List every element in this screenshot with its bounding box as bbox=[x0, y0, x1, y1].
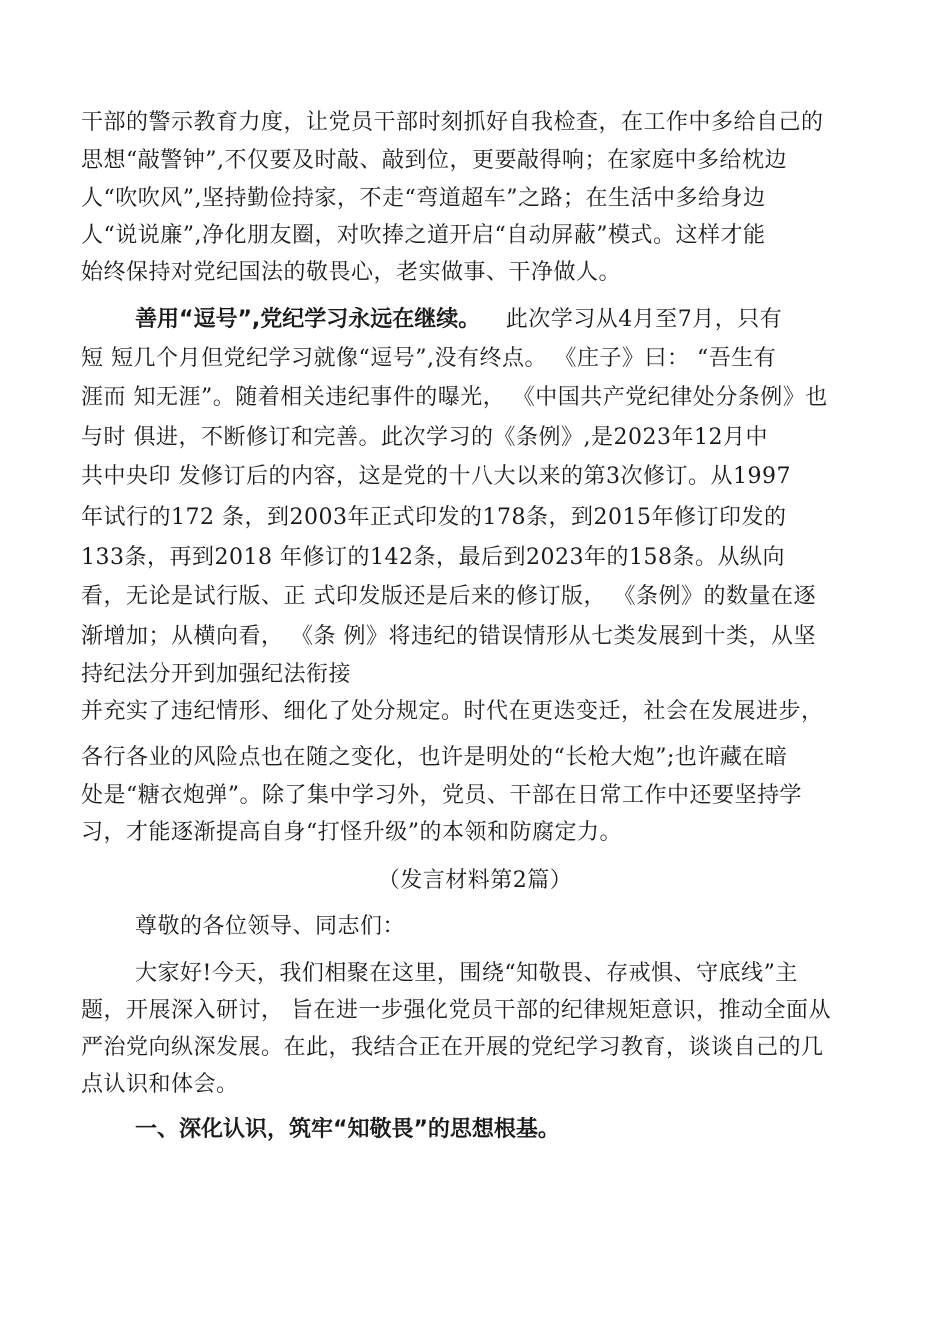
paragraph-line: 年试行的172 条，到2003年正式印发的178条，到2015年修订印发的 bbox=[81, 505, 787, 530]
paragraph-line: 渐增加；从横向看， 《条 例》将违纪的错误情形从七类发展到十类，从坚 bbox=[81, 624, 816, 649]
paragraph-line: 共中央印 发修订后的内容，这是党的十八大以来的第3次修订。从1997 bbox=[81, 464, 791, 489]
section-heading: 一、深化认识，筑牢“知敬畏”的思想根基。 bbox=[135, 1117, 560, 1142]
salutation: 尊敬的各位领导、同志们： bbox=[135, 914, 406, 939]
paragraph-line: 题，开展深入研讨， 旨在进一步强化党员干部的纪律规矩意识，推动全面从 bbox=[81, 998, 831, 1023]
paragraph-line: 人“吹吹风”,坚持勤俭持家，不走“弯道超车”之路；在生活中多给身边 bbox=[81, 186, 766, 211]
paragraph-line: 严治党向纵深发展。在此，我结合正在开展的党纪学习教育，谈谈自己的几 bbox=[81, 1035, 824, 1060]
paragraph-line: 短 短几个月但党纪学习就像“逗号”,没有终点。 《庄子》曰： “吾生有 bbox=[81, 346, 777, 371]
paragraph-line: 与时 俱进，不断修订和完善。此次学习的《条例》,是2023年12月中 bbox=[81, 425, 768, 450]
paragraph-line: 持纪法分开到加强纪法衔接 bbox=[81, 662, 352, 687]
paragraph-line: 干部的警示教育力度，让党员干部时刻抓好自我检查，在工作中多给自己的 bbox=[81, 110, 824, 135]
paragraph-line: 看，无论是试行版、正 式印发版还是后来的修订版， 《条例》的数量在逐 bbox=[81, 584, 816, 609]
paragraph-line: 并充实了违纪情形、细化了处分规定。时代在更迭变迁，社会在发展进步， bbox=[81, 699, 824, 724]
section-title: （发言材料第2篇） bbox=[377, 868, 573, 893]
paragraph-line: 点认识和体会。 bbox=[81, 1072, 239, 1097]
paragraph-line: 大家好!今天，我们相聚在这里，围绕“知敬畏、存戒惧、守底线”主 bbox=[135, 961, 798, 986]
paragraph-line: 习，才能逐渐提高自身“打怪升级”的本领和防腐定力。 bbox=[81, 820, 622, 845]
paragraph-heading-line bbox=[135, 305, 782, 335]
paragraph-heading: 善用“逗号”,党纪学习永远在继续。 bbox=[135, 307, 481, 332]
paragraph-line: 思想“敲警钟”,不仅要及时敲、敲到位，更要敲得响；在家庭中多给枕边 bbox=[81, 148, 787, 173]
paragraph-line: 各行各业的风险点也在随之变化，也许是明处的“长枪大炮”;也许藏在暗 bbox=[81, 745, 788, 770]
paragraph-line: 始终保持对党纪国法的敬畏心，老实做事、干净做人。 bbox=[81, 260, 622, 285]
paragraph-heading-rest: 此次学习从4月至7月，只有 bbox=[505, 307, 783, 332]
paragraph-line: 133条，再到2018 年修订的142条，最后到2023年的158条。从纵向 bbox=[81, 545, 785, 570]
paragraph-line: 涯而 知无涯”。随着相关违纪事件的曝光， 《中国共产党纪律处分条例》也 bbox=[81, 385, 828, 410]
paragraph-line: 处是“糖衣炮弹”。除了集中学习外，党员、干部在日常工作中还要坚持学 bbox=[81, 783, 802, 808]
paragraph-line: 人“说说廉”,净化朋友圈，对吹捧之道开启“自动屏蔽”模式。这样才能 bbox=[81, 223, 766, 248]
